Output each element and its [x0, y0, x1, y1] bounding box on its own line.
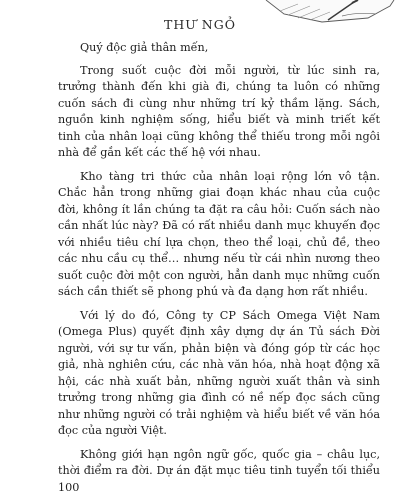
salutation: Quý độc giả thân mến,: [80, 41, 209, 54]
body-text: [58, 40, 380, 503]
paragraph: Kho tàng tri thức của nhân loại rộng lớn vô tận. Chắc hẳn trong những giai đoạn khác nhau của cuộc đời, không ít lần chúng ta đặt ra câu hỏi: Cuốn sách nào cần nhất lúc này? Đã có rất nhiều danh mục khuyến đọc với nhiều tiêu chí lựa chọn, theo thể loại, chủ đề, theo các nhu cầu cụ thể… nhưng nếu từ cái nhìn nương theo suốt cuộc đời một con người, hẳn danh mục những cuốn sách cần thiết sẽ phong phú và đa dạng hơn rất nhiều.: [58, 169, 380, 298]
paragraph: Với lý do đó, Công ty CP Sách Omega Việt Nam (Omega Plus) quyết định xây dựng dự án Tủ sách Đời người, với sự tư vấn, phản biện và đóng góp từ các học giả, nhà nghiên cứu, các nhà văn hóa, nhà hoạt động xã hội, các nhà xuất bản, những người xuất thân và sinh trưởng trong những gia đình có nề nếp đọc sách cũng như những người có trải nghiệm và hiểu biết về văn hóa đọc của người Việt.: [58, 308, 380, 437]
page-heading: THƯ NGỎ: [164, 17, 236, 32]
paragraph: Không giới hạn ngôn ngữ gốc, quốc gia – châu lục, thời điểm ra đời. Dự án đặt mục tiêu tinh tuyển tối thiểu 100: [58, 447, 380, 494]
paragraph: Trong suốt cuộc đời mỗi người, từ lúc sinh ra, trưởng thành đến khi già đi, chúng ta luôn có những cuốn sách đi cùng như những trí kỷ thầm lặng. Sách, nguồn kinh nghiệm sống, hiểu biết và minh triết kết tinh của nhân loại cũng không thể thiếu trong mỗi ngôi nhà để gắn kết các thế hệ với nhau.: [58, 63, 380, 159]
